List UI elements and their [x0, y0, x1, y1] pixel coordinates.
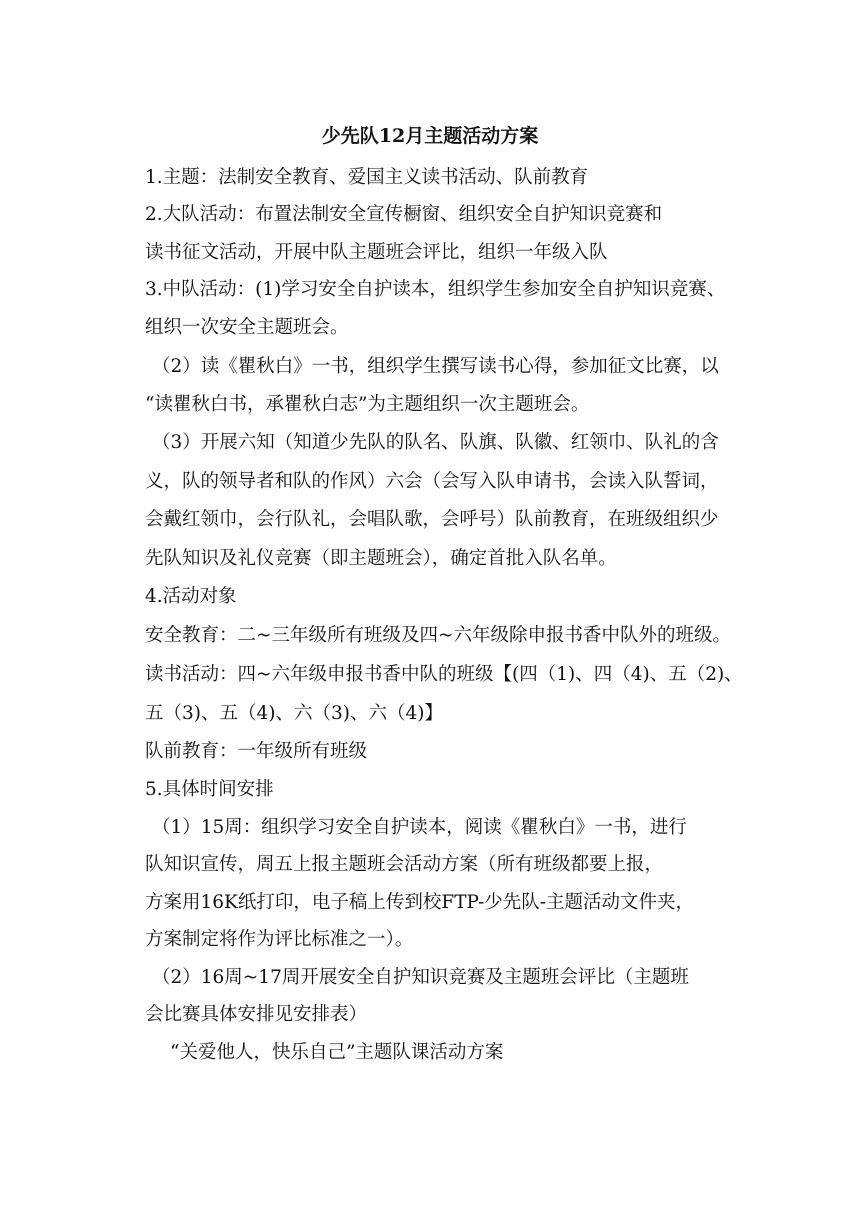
text-line-brigade-activity: 2.大队活动：布置法制安全宣传橱窗、组织安全自护知识竞赛和 — [145, 204, 663, 225]
text-line-schedule-2-cont: 会比赛具体安排见安排表） — [145, 1004, 368, 1025]
page-title: 少先队12月主题活动方案 — [321, 125, 539, 147]
text-line-item-3-cont-2: 会戴红领巾，会行队礼，会唱队歌，会呼号）队前教育，在班级组织少 — [145, 509, 719, 530]
text-line-schedule-1-cont-1: 队知识宣传，周五上报主题班会活动方案（所有班级都要上报， — [145, 854, 664, 875]
text-line-item-3-cont-1: 义，队的领导者和队的作风）六会（会写入队申请书，会读入队誓词， — [145, 471, 719, 492]
text-line-schedule-2: （2）16周~17周开展安全自护知识竞赛及主题班会评比（主题班 — [152, 967, 689, 988]
text-line-schedule-1-cont-2: 方案用16K纸打印，电子稿上传到校FTP-少先队-主题活动文件夹， — [145, 892, 694, 913]
text-line-schedule-1: （1）15周：组织学习安全自护读本，阅读《瞿秋白》一书，进行 — [152, 817, 687, 838]
text-line-brigade-activity-cont: 读书征文活动，开展中队主题班会评比，组织一年级入队 — [145, 242, 608, 263]
text-line-item-3: （3）开展六知（知道少先队的队名、队旗、队徽、红领巾、队礼的含 — [152, 432, 719, 453]
text-line-target-reading-cont: 五（3)、五（4)、六（3)、六（4)】 — [145, 703, 443, 724]
text-line-target-safety: 安全教育：二~三年级所有班级及四~六年级除申报书香中队外的班级。 — [145, 625, 732, 646]
text-line-schedule-heading: 5.具体时间安排 — [145, 779, 274, 800]
text-line-squadron-activity: 3.中队活动：(1)学习安全自护读本，组织学生参加安全自护知识竞赛、 — [145, 279, 726, 300]
text-line-squadron-activity-cont: 组织一次安全主题班会。 — [145, 317, 349, 338]
text-line-item-2: （2）读《瞿秋白》一书，组织学生撰写读书心得，参加征文比赛，以 — [152, 356, 719, 377]
text-line-schedule-1-cont-3: 方案制定将作为评比标准之一）。 — [145, 929, 414, 950]
text-line-target-reading: 读书活动：四~六年级申报书香中队的班级【(四（1)、四（4)、五（2)、 — [145, 664, 743, 685]
text-line-next-plan-title: “关爱他人，快乐自己”主题队课活动方案 — [170, 1042, 504, 1063]
text-line-item-3-cont-3: 先队知识及礼仪竞赛（即主题班会），确定首批入队名单。 — [145, 548, 617, 569]
text-line-target-heading: 4.活动对象 — [145, 586, 237, 607]
text-line-item-2-cont: “读瞿秋白书，承瞿秋白志”为主题组织一次主题班会。 — [145, 394, 590, 415]
text-line-target-pre-team: 队前教育：一年级所有班级 — [145, 741, 368, 762]
text-line-theme: 1.主题：法制安全教育、爱国主义读书活动、队前教育 — [145, 167, 589, 188]
